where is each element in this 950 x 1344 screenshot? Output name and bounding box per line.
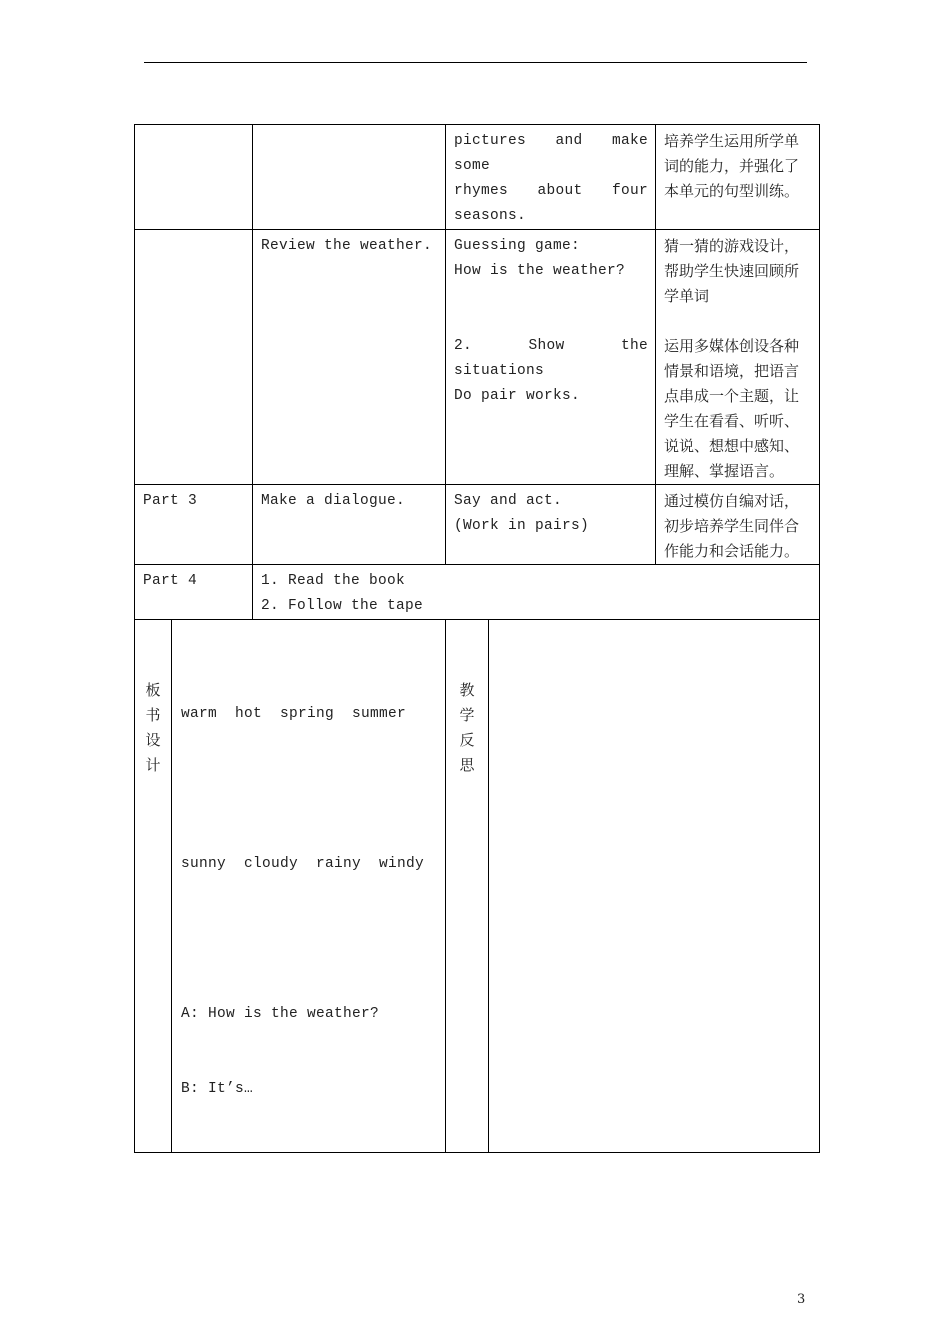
header-rule: [144, 62, 807, 63]
purpose-text: 猜一猜的游戏设计，帮助学生快速回顾所学单词: [664, 237, 800, 305]
table-row: [135, 565, 820, 620]
board-line: sunny cloudy rainy windy: [181, 856, 425, 872]
activity-cell: [446, 485, 656, 565]
part-label: Part 3: [143, 493, 198, 509]
purpose-cell: [656, 125, 820, 230]
reflection-label-cell: [446, 620, 489, 1153]
board-label: 板 书 设 计: [145, 681, 161, 774]
reflection-content-cell: [489, 620, 820, 1153]
activity-line: Guessing game:: [454, 238, 581, 254]
part-cell: [135, 565, 253, 620]
board-label-cell: [135, 620, 172, 1153]
purpose-text: 培养学生运用所学单词的能力，并强化了本单元的句型训练。: [664, 132, 800, 200]
step-cell: [253, 125, 446, 230]
activity-cell: [446, 125, 656, 230]
step-line: 1. Read the book: [261, 573, 406, 589]
board-line: B: It’s…: [181, 1081, 254, 1097]
activity-line: seasons.: [454, 208, 527, 224]
step-line: 2. Follow the tape: [261, 598, 424, 614]
activity-line: rhymes about four: [454, 183, 648, 199]
step-cell: [253, 485, 446, 565]
activity-line: (Work in pairs): [454, 518, 590, 534]
purpose-text: 运用多媒体创设各种情景和语境，把语言点串成一个主题，让学生在看看、听听、说说、想想中感知、理解、掌握语言。: [664, 337, 800, 480]
table-row: [135, 125, 820, 230]
reflection-label: 教 学 反 思: [459, 681, 475, 774]
board-line: A: How is the weather?: [181, 1006, 380, 1022]
activity-line: How is the weather?: [454, 263, 626, 279]
table-row: [135, 620, 820, 1153]
table-row: [135, 230, 820, 485]
reflection-content: [489, 620, 819, 624]
board-line: warm hot spring summer: [181, 706, 407, 722]
part-cell: [135, 125, 253, 230]
part-cell: [135, 230, 253, 485]
purpose-cell: [656, 230, 820, 485]
purpose-cell: [656, 485, 820, 565]
board-design-cell: [172, 620, 446, 1153]
activity-cell: [446, 230, 656, 485]
part-label: Part 4: [143, 573, 198, 589]
step-text: Review the weather.: [261, 238, 433, 254]
activity-line: 2. Show the situations: [454, 338, 648, 379]
page-number: 3: [797, 1292, 806, 1307]
step-cell: [253, 565, 820, 620]
step-text: Make a dialogue.: [261, 493, 406, 509]
activity-line: pictures and make some: [454, 133, 648, 174]
activity-line: Say and act.: [454, 493, 563, 509]
part-cell: [135, 485, 253, 565]
purpose-text: 通过模仿自编对话，初步培养学生同伴合作能力和会话能力。: [664, 492, 800, 560]
activity-line: Do pair works.: [454, 388, 581, 404]
step-cell: [253, 230, 446, 485]
table-row: [135, 485, 820, 565]
lesson-plan-table: [134, 124, 820, 1153]
